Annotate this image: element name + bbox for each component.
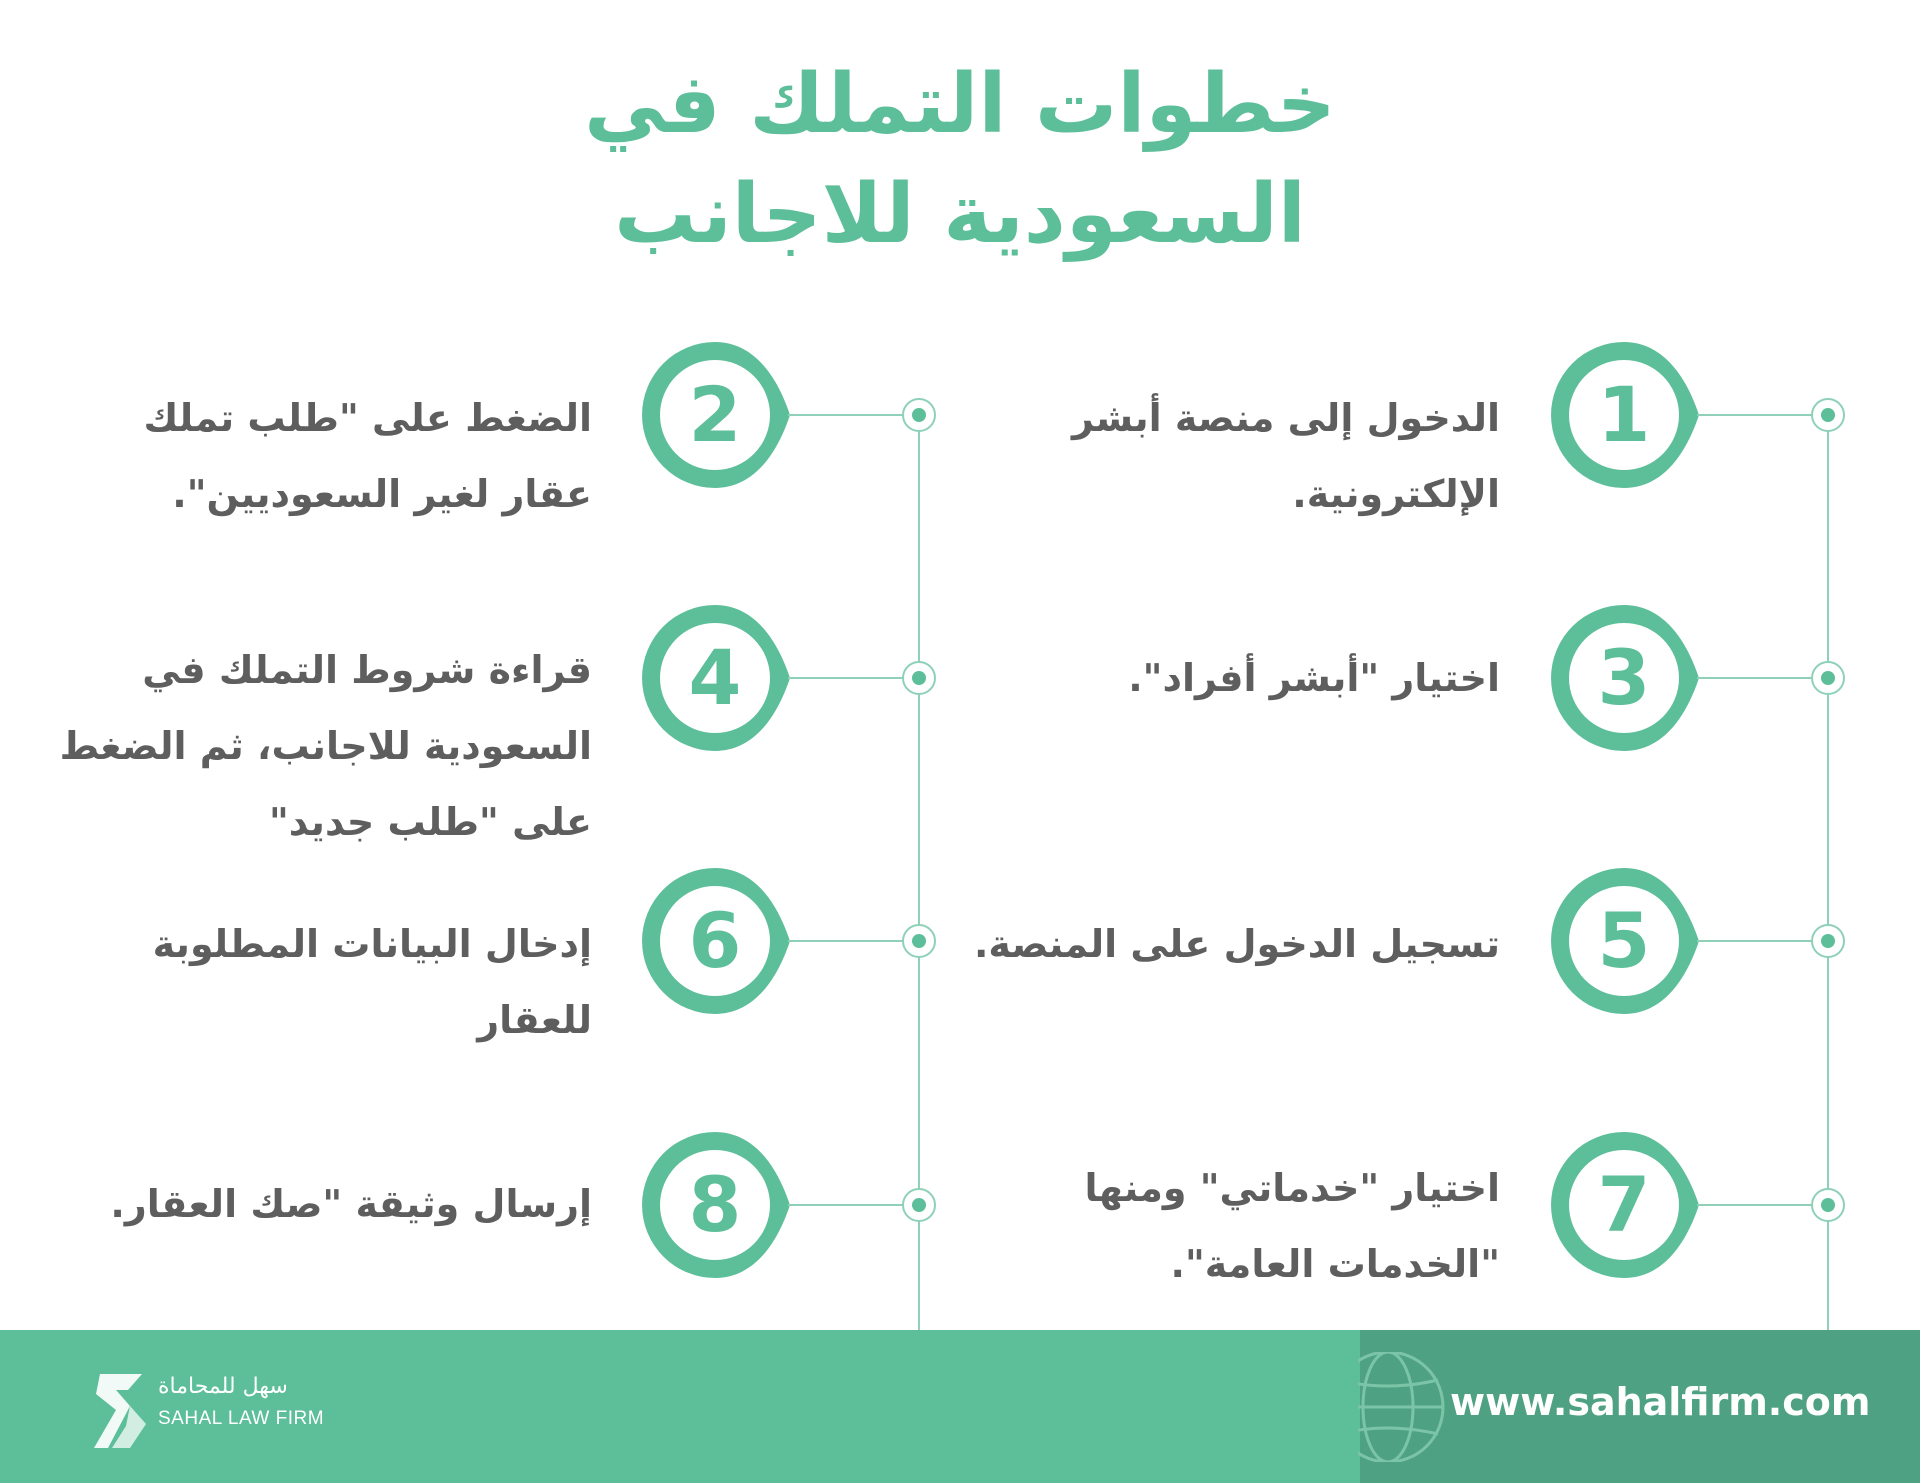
step-8-text: [110, 1166, 592, 1242]
step-number: 3: [1597, 633, 1651, 722]
step-number: 1: [1597, 370, 1651, 459]
step-4-text: [60, 632, 592, 860]
step-2-line-2: عقار لغير السعوديين".: [172, 472, 592, 516]
brand-name-english: SAHAL LAW FIRM: [158, 1408, 325, 1429]
step-1-line-2: الإلكترونية.: [1292, 472, 1500, 516]
brand-name-arabic: سهل للمحاماة: [158, 1374, 288, 1399]
step-5-text: [974, 906, 1500, 982]
step-4-pin: [640, 603, 830, 753]
timeline-dot-center: [1821, 408, 1835, 422]
timeline-dot-center: [1821, 934, 1835, 948]
step-number: 8: [688, 1160, 742, 1249]
step-1-line-1: الدخول إلى منصة أبشر: [1072, 396, 1500, 440]
step-number: 6: [688, 896, 742, 985]
step-8-pin: [640, 1130, 830, 1280]
timeline-dot-center: [912, 1198, 926, 1212]
step-7-text: [1085, 1150, 1501, 1302]
step-number: 5: [1597, 896, 1651, 985]
step-4-marker: [640, 603, 830, 753]
step-5-line-1: تسجيل الدخول على المنصة.: [974, 922, 1500, 966]
step-2-line-1: الضغط على "طلب تملك: [143, 396, 592, 440]
step-5-pin: [1549, 866, 1739, 1016]
timeline-dot-center: [912, 408, 926, 422]
footer-bar: [0, 1330, 1920, 1483]
title-line-2: السعودية للاجانب: [614, 167, 1306, 262]
timeline-dot-center: [912, 934, 926, 948]
step-5-marker: [1549, 866, 1739, 1016]
step-7-pin: [1549, 1130, 1739, 1280]
globe-icon: [1358, 1352, 1458, 1462]
step-7-line-1: اختيار "خدماتي" ومنها: [1084, 1166, 1500, 1210]
sahal-s-logo-icon: [90, 1368, 150, 1450]
step-number: 2: [688, 370, 742, 459]
step-6-line-1: إدخال البيانات المطلوبة: [152, 922, 592, 966]
step-2-text: [144, 380, 592, 532]
step-number: 4: [688, 633, 742, 722]
step-number: 7: [1597, 1160, 1651, 1249]
step-6-pin: [640, 866, 830, 1016]
timeline-dot-center: [1821, 1198, 1835, 1212]
step-7-marker: [1549, 1130, 1739, 1280]
step-6-line-2: للعقار: [477, 998, 592, 1042]
website-url[interactable]: www.sahalfirm.com: [1450, 1380, 1871, 1424]
step-3-line-1: اختيار "أبشر أفراد".: [1128, 656, 1500, 700]
step-6-text: [153, 906, 592, 1058]
step-8-line-1: إرسال وثيقة "صك العقار.: [110, 1182, 592, 1226]
step-3-text: [1128, 640, 1500, 716]
step-3-marker: [1549, 603, 1739, 753]
step-1-text: [1072, 380, 1500, 532]
step-4-line-3: على "طلب جديد": [268, 800, 592, 844]
timeline-dot-center: [1821, 671, 1835, 685]
step-1-marker: [1549, 340, 1739, 490]
title-line-1: خطوات التملك في: [584, 57, 1336, 152]
step-7-line-2: "الخدمات العامة".: [1170, 1242, 1500, 1286]
step-2-marker: [640, 340, 830, 490]
step-4-line-1: قراءة شروط التملك في: [142, 648, 592, 692]
timeline-dot-center: [912, 671, 926, 685]
step-8-marker: [640, 1130, 830, 1280]
step-3-pin: [1549, 603, 1739, 753]
step-6-marker: [640, 866, 830, 1016]
step-2-pin: [640, 340, 830, 490]
page-title: [0, 50, 1920, 270]
step-1-pin: [1549, 340, 1739, 490]
step-4-line-2: السعودية للاجانب، ثم الضغط: [59, 724, 592, 768]
